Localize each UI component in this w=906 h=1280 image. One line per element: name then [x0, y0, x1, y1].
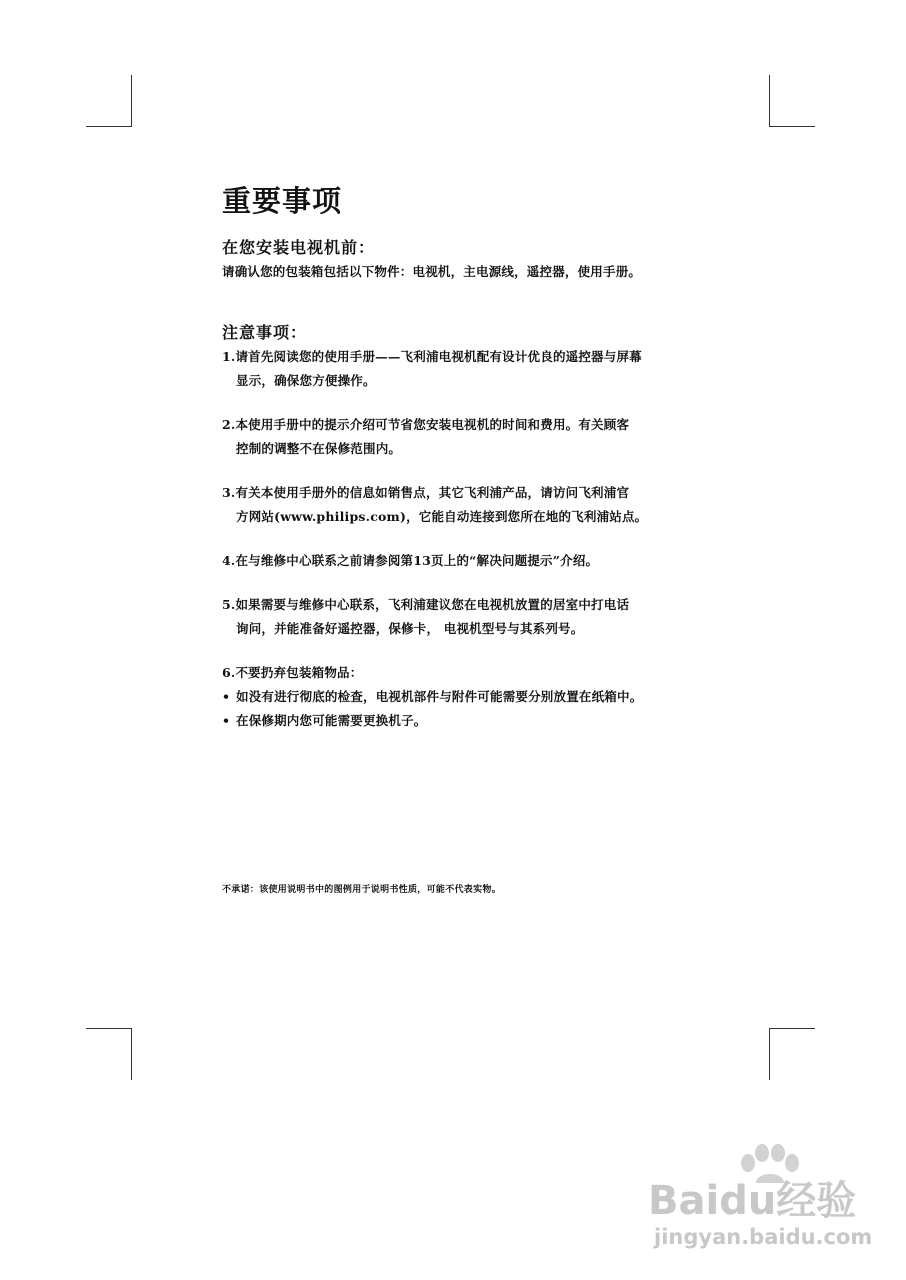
bullet-item — [222, 709, 692, 733]
crop-mark-top-left-vertical — [131, 75, 132, 127]
bullet-item — [222, 685, 692, 709]
note-item-1-line-2: 显示，确保您方便操作。 — [236, 373, 376, 388]
bullet-text: 如没有进行彻底的检查，电视机部件与附件可能需要分别放置在纸箱中。 — [236, 689, 643, 704]
crop-mark-bottom-right-vertical — [769, 1028, 770, 1080]
note-item-3-line-1: 3.有关本使用手册外的信息如销售点，其它飞利浦产品，请访问飞利浦官 — [222, 485, 630, 500]
baidu-jingyan-watermark — [648, 1143, 898, 1273]
watermark-url: jingyan.baidu.com — [654, 1225, 873, 1249]
before-install-text: 请确认您的包装箱包括以下物件：电视机，主电源线，遥控器，使用手册。 — [222, 264, 642, 279]
crop-mark-top-right-vertical — [769, 75, 770, 127]
notes-heading: 注意事项： — [222, 323, 308, 342]
bullet-icon: • — [222, 689, 231, 704]
bullet-icon: • — [222, 713, 231, 728]
note-item-4: 4.在与维修中心联系之前请参阅第13页上的“解决问题提示”介绍。 — [222, 553, 599, 568]
note-item-1-line-1: 1.请首先阅读您的使用手册——飞利浦电视机配有设计优良的遥控器与屏幕 — [222, 349, 642, 364]
crop-mark-bottom-right-horizontal — [769, 1028, 815, 1029]
watermark-brand: Baidu经验 — [648, 1178, 857, 1224]
note-item-5-line-1: 5.如果需要与维修中心联系，飞利浦建议您在电视机放置的居室中打电话 — [222, 597, 630, 612]
document-body — [222, 176, 692, 733]
before-install-heading: 在您安装电视机前： — [222, 238, 376, 257]
bullet-text: 在保修期内您可能需要更换机子。 — [236, 713, 427, 728]
crop-mark-bottom-left-vertical — [131, 1028, 132, 1080]
note-item-5-line-2: 询问，并能准备好遥控器，保修卡， 电视机型号与其系列号。 — [236, 621, 584, 636]
crop-mark-top-left-horizontal — [86, 126, 132, 127]
disclaimer: 不承诺：该使用说明书中的图例用于说明书性质，可能不代表实物。 — [222, 885, 502, 895]
page-title: 重要事项 — [222, 184, 343, 218]
note-item-3-line-2: 方网站(www.philips.com)，它能自动连接到您所在地的飞利浦站点。 — [236, 509, 648, 524]
crop-mark-bottom-left-horizontal — [86, 1028, 132, 1029]
crop-mark-top-right-horizontal — [769, 126, 815, 127]
note-item-2-line-2: 控制的调整不在保修范围内。 — [236, 441, 402, 456]
note-item-6: 6.不要扔弃包装箱物品： — [222, 665, 363, 680]
note-item-2-line-1: 2.本使用手册中的提示介绍可节省您安装电视机的时间和费用。有关顾客 — [222, 417, 630, 432]
